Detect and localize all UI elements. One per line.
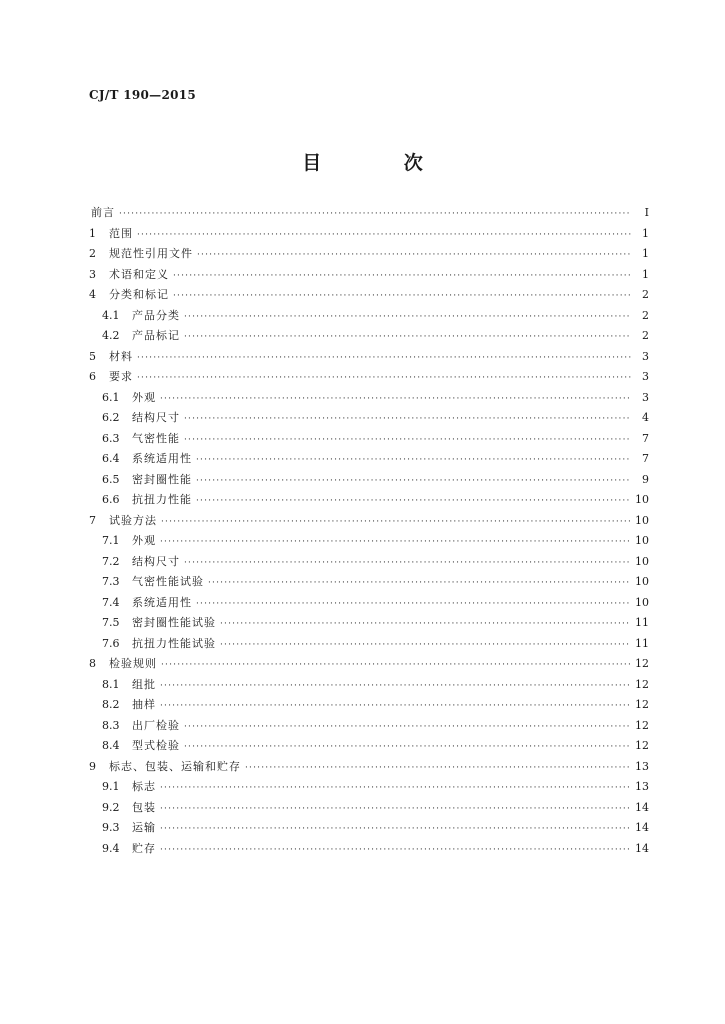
toc-entry-page: 1 xyxy=(642,267,649,281)
toc-entry-label: 材料 xyxy=(109,349,133,363)
toc-entry-page: Ⅰ xyxy=(644,206,649,219)
toc-entry-number: 5 xyxy=(89,349,96,363)
toc-entry-page: 1 xyxy=(642,226,649,240)
toc-entry-number: 1 xyxy=(89,226,96,240)
toc-entry[interactable] xyxy=(89,326,649,347)
toc-entry-number: 7.3 xyxy=(102,575,120,588)
dot-leader xyxy=(197,245,631,266)
dot-leader xyxy=(173,286,631,307)
toc-entry-label: 包装 xyxy=(132,800,156,814)
toc-entry-page: 10 xyxy=(635,575,649,588)
dot-leader xyxy=(161,655,631,676)
toc-entry[interactable] xyxy=(89,224,649,245)
toc-entry-page: 10 xyxy=(635,595,649,609)
standard-code: CJ/T 190—2015 xyxy=(89,88,197,102)
toc-entry[interactable] xyxy=(89,511,649,532)
toc-entry-number: 7 xyxy=(89,513,96,527)
toc-entry-label: 抽样 xyxy=(132,698,156,711)
toc-entry[interactable] xyxy=(89,490,649,511)
dot-leader xyxy=(160,778,631,799)
toc-entry-number: 7.6 xyxy=(102,636,120,650)
toc-entry-page: 7 xyxy=(642,452,649,465)
toc-entry-number: 8.2 xyxy=(102,698,120,711)
toc-entry[interactable] xyxy=(89,695,649,716)
toc-entry-number: 3 xyxy=(89,267,96,281)
toc-entry-number: 9.2 xyxy=(102,800,120,814)
toc-entry-label: 结构尺寸 xyxy=(132,411,180,424)
toc-entry-page: 10 xyxy=(635,493,649,506)
toc-entry-number: 7.1 xyxy=(102,534,120,547)
toc-entry-label: 检验规则 xyxy=(109,657,157,670)
toc-entry-label: 贮存 xyxy=(132,841,156,855)
dot-leader xyxy=(196,450,631,471)
toc-entry-number: 6.2 xyxy=(102,411,120,424)
dot-leader xyxy=(220,635,631,656)
toc-entry[interactable] xyxy=(89,675,649,696)
toc-entry-page: 12 xyxy=(635,657,649,670)
toc-entry[interactable] xyxy=(89,736,649,757)
dot-leader xyxy=(184,553,631,574)
toc-entry-number: 9.1 xyxy=(102,780,120,793)
dot-leader xyxy=(160,696,631,717)
toc-entry-page: 14 xyxy=(635,821,649,834)
toc-entry-label: 产品分类 xyxy=(132,308,180,322)
dot-leader xyxy=(160,819,631,840)
toc-entry-page: 12 xyxy=(635,739,649,752)
toc-entry[interactable] xyxy=(89,654,649,675)
toc-entry-label: 产品标记 xyxy=(132,329,180,342)
toc-entry[interactable] xyxy=(89,449,649,470)
toc-entry-label: 术语和定义 xyxy=(109,267,169,281)
page-title: 目 次 xyxy=(302,152,461,174)
dot-leader xyxy=(160,532,631,553)
toc-entry[interactable] xyxy=(89,552,649,573)
toc-entry-number: 7.2 xyxy=(102,554,120,568)
toc-entry[interactable] xyxy=(89,203,649,224)
toc-entry-page: 2 xyxy=(642,308,649,322)
toc-entry[interactable] xyxy=(89,470,649,491)
dot-leader xyxy=(196,471,631,492)
dot-leader xyxy=(184,430,631,451)
toc-entry[interactable] xyxy=(89,593,649,614)
toc-entry-label: 范围 xyxy=(109,226,133,240)
toc-entry-label: 密封圈性能试验 xyxy=(132,616,216,629)
toc-entry-number: 7.4 xyxy=(102,595,120,609)
toc-entry[interactable] xyxy=(89,634,649,655)
dot-leader xyxy=(184,409,631,430)
toc-entry-number: 4 xyxy=(89,288,96,301)
dot-leader xyxy=(245,758,631,779)
toc-entry-page: 13 xyxy=(635,780,649,793)
toc-entry-number: 9.4 xyxy=(102,841,120,855)
toc-entry-page: 12 xyxy=(635,698,649,711)
toc-entry-number: 6.1 xyxy=(102,390,120,404)
toc-entry[interactable] xyxy=(89,572,649,593)
toc-entry[interactable] xyxy=(89,408,649,429)
toc-entry-number: 4.1 xyxy=(102,308,120,322)
toc-entry-page: 14 xyxy=(635,800,649,814)
toc-entry-label: 分类和标记 xyxy=(109,288,169,301)
dot-leader xyxy=(184,327,631,348)
toc-entry[interactable] xyxy=(89,716,649,737)
toc-entry-number: 9.3 xyxy=(102,821,120,834)
toc-entry[interactable] xyxy=(89,367,649,388)
toc-entry-page: 12 xyxy=(635,677,649,691)
dot-leader xyxy=(160,799,631,820)
toc-entry[interactable] xyxy=(89,818,649,839)
toc-entry[interactable] xyxy=(89,429,649,450)
toc-entry-number: 6.6 xyxy=(102,493,120,506)
dot-leader xyxy=(160,389,631,410)
toc-entry-label: 试验方法 xyxy=(109,513,157,527)
toc-entry[interactable] xyxy=(89,388,649,409)
toc-entry-page: 10 xyxy=(635,554,649,568)
toc-entry[interactable] xyxy=(89,306,649,327)
toc-entry-page: 13 xyxy=(635,759,649,773)
dot-leader xyxy=(184,737,631,758)
toc-entry-label: 标志 xyxy=(132,780,156,793)
toc-entry-number: 6.4 xyxy=(102,452,120,465)
toc-entry-page: 2 xyxy=(642,329,649,342)
toc-entry-page: 4 xyxy=(642,411,649,424)
dot-leader xyxy=(137,368,631,389)
toc-entry-page: 3 xyxy=(642,370,649,383)
toc-entry-label: 组批 xyxy=(132,677,156,691)
toc-entry-label: 规范性引用文件 xyxy=(109,247,193,260)
dot-leader xyxy=(160,676,631,697)
dot-leader xyxy=(119,204,631,225)
toc-entry-number: 7.5 xyxy=(102,616,120,629)
toc-entry-page: 10 xyxy=(635,534,649,547)
dot-leader xyxy=(160,840,631,861)
toc-entry[interactable] xyxy=(89,839,649,860)
toc-entry-label: 要求 xyxy=(109,370,133,383)
toc-entry[interactable] xyxy=(89,613,649,634)
toc-entry-label: 出厂检验 xyxy=(132,718,180,732)
dot-leader xyxy=(137,348,631,369)
dot-leader xyxy=(208,573,631,594)
toc-entry-label: 气密性能试验 xyxy=(132,575,204,588)
toc-entry-label: 外观 xyxy=(132,534,156,547)
toc-entry-page: 3 xyxy=(642,390,649,404)
toc-entry-number: 6.3 xyxy=(102,431,120,445)
toc-entry-label: 型式检验 xyxy=(132,739,180,752)
toc-entry-number: 8.1 xyxy=(102,677,120,691)
toc-entry[interactable] xyxy=(89,798,649,819)
toc-entry-label: 抗扭力性能 xyxy=(132,493,192,506)
toc-entry-page: 12 xyxy=(635,718,649,732)
toc-entry[interactable] xyxy=(89,777,649,798)
toc-entry-page: 1 xyxy=(642,247,649,260)
toc-entry-label: 抗扭力性能试验 xyxy=(132,636,216,650)
toc-entry[interactable] xyxy=(89,285,649,306)
toc-entry-number: 8.3 xyxy=(102,718,120,732)
toc-entry[interactable] xyxy=(89,757,649,778)
toc-entry-page: 2 xyxy=(642,288,649,301)
toc-entry[interactable] xyxy=(89,531,649,552)
toc-entry[interactable] xyxy=(89,347,649,368)
dot-leader xyxy=(196,594,631,615)
toc-entry-page: 11 xyxy=(635,636,649,650)
dot-leader xyxy=(173,266,631,287)
toc-entry-label: 气密性能 xyxy=(132,431,180,445)
toc-entry-number: 4.2 xyxy=(102,329,120,342)
toc-entry-number: 9 xyxy=(89,759,96,773)
toc-entry-label: 系统适用性 xyxy=(132,595,192,609)
dot-leader xyxy=(184,717,631,738)
dot-leader xyxy=(161,512,631,533)
toc-entry-page: 10 xyxy=(635,513,649,527)
toc-entry-label: 标志、包装、运输和贮存 xyxy=(109,759,241,773)
toc-entry-page: 9 xyxy=(642,472,649,486)
toc-entry-page: 11 xyxy=(635,616,649,629)
dot-leader xyxy=(220,614,631,635)
toc-entry-number: 6.5 xyxy=(102,472,120,486)
dot-leader xyxy=(184,307,631,328)
toc-entry-page: 7 xyxy=(642,431,649,445)
toc-entry-page: 14 xyxy=(635,841,649,855)
toc-entry-label: 运输 xyxy=(132,821,156,834)
toc-entry-label: 密封圈性能 xyxy=(132,472,192,486)
toc-entry[interactable] xyxy=(89,244,649,265)
toc-entry-number: 8 xyxy=(89,657,96,670)
dot-leader xyxy=(196,491,631,512)
toc-entry-page: 3 xyxy=(642,349,649,363)
dot-leader xyxy=(137,225,631,246)
toc-entry-number: 8.4 xyxy=(102,739,120,752)
toc-entry[interactable] xyxy=(89,265,649,286)
toc-entry-number: 2 xyxy=(89,247,96,260)
toc-entry-number: 6 xyxy=(89,370,96,383)
toc-entry-label: 结构尺寸 xyxy=(132,554,180,568)
toc-entry-label: 系统适用性 xyxy=(132,452,192,465)
table-of-contents xyxy=(89,203,649,859)
toc-entry-label: 前言 xyxy=(91,206,115,219)
toc-entry-label: 外观 xyxy=(132,390,156,404)
